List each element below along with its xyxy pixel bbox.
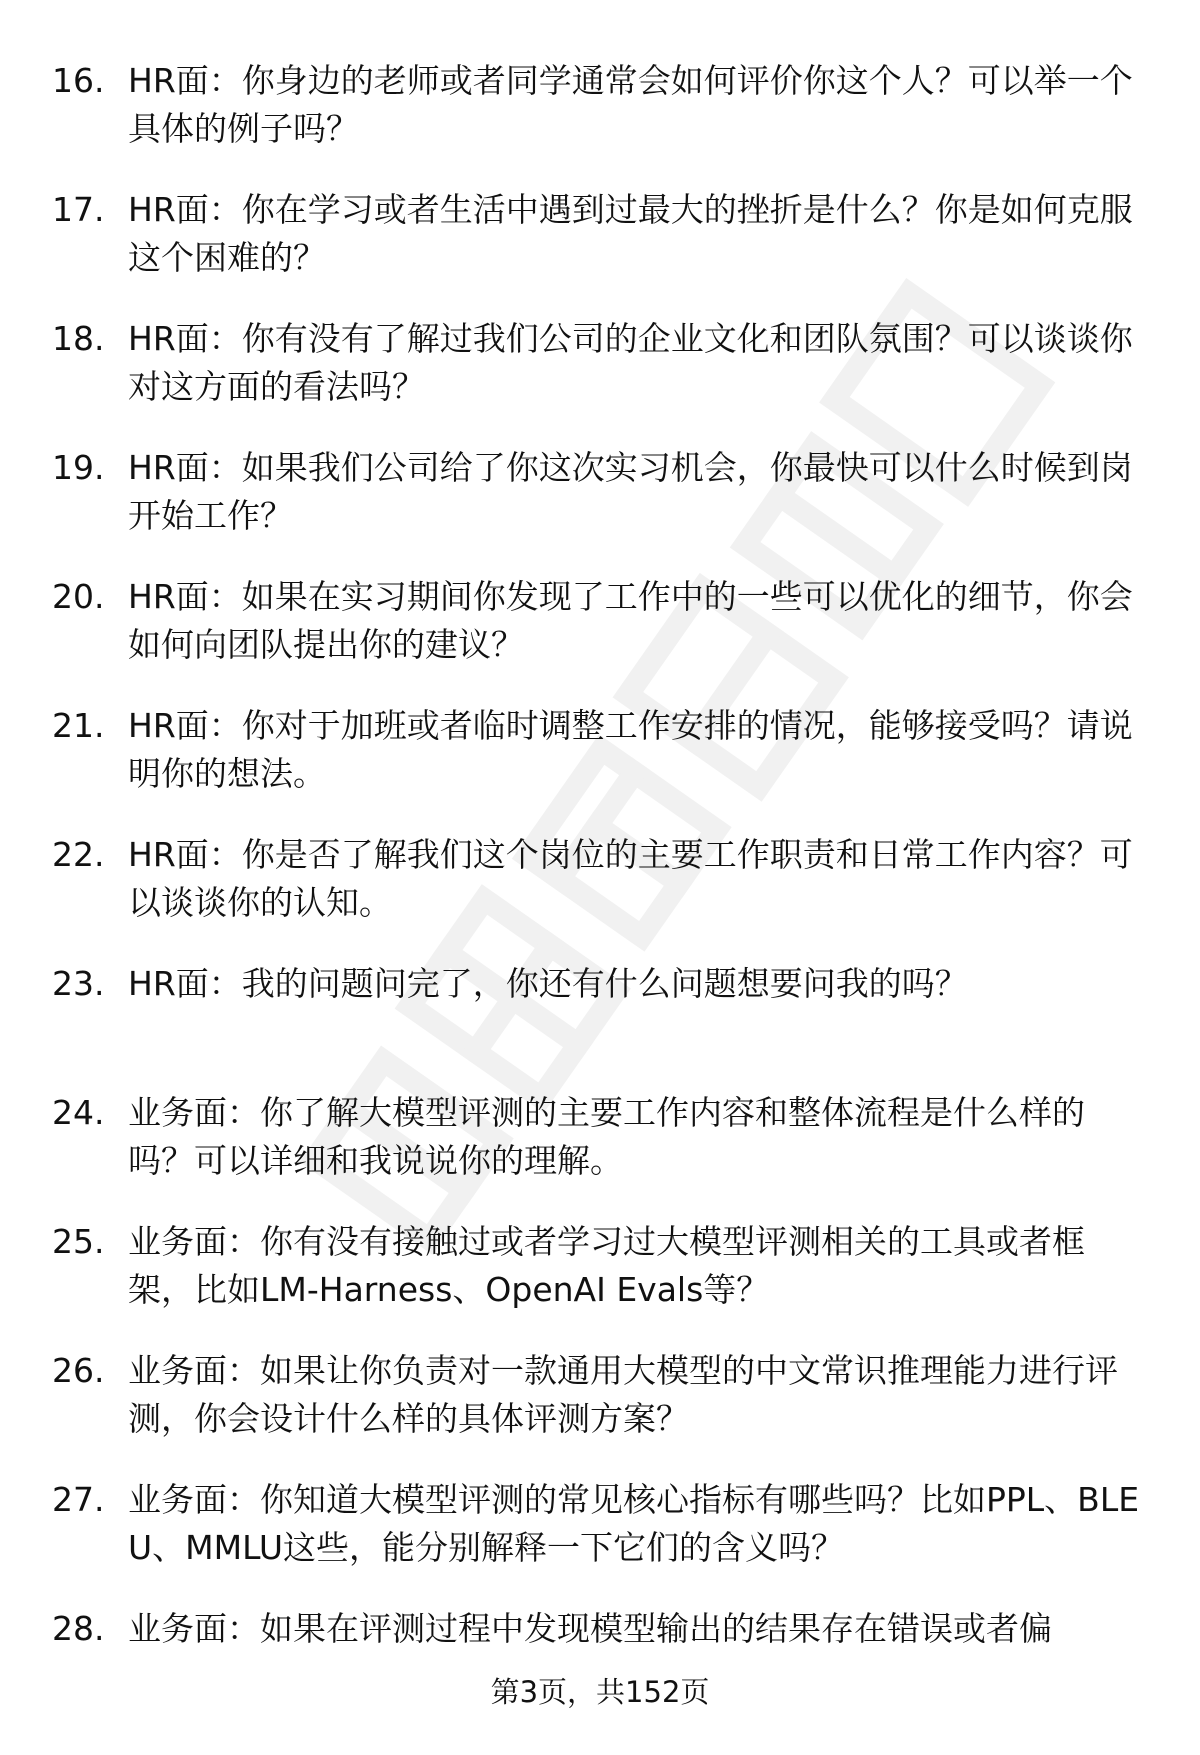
question-number: 20. [52,577,105,616]
question-number: 22. [52,835,105,874]
question-item [52,831,1152,960]
question-number: 18. [52,319,105,358]
question-text: HR面：你对于加班或者临时调整工作安排的情况，能够接受吗？请说明你的想法。 [128,706,1133,793]
question-text: HR面：你身边的老师或者同学通常会如何评价你这个人？可以举一个具体的例子吗？ [128,61,1133,148]
question-text: 业务面：你有没有接触过或者学习过大模型评测相关的工具或者框架，比如LM-Harness、OpenAI Evals等？ [128,1222,1085,1309]
question-item [52,960,1152,1089]
question-number: 19. [52,448,105,487]
question-number: 27. [52,1480,105,1519]
question-text: 业务面：如果让你负责对一款通用大模型的中文常识推理能力进行评测，你会设计什么样的具体评测方案？ [128,1351,1118,1438]
question-text: 业务面：你知道大模型评测的常见核心指标有哪些吗？比如PPL、BLEU、MMLU这些，能分别解释一下它们的含义吗？ [128,1480,1140,1567]
question-item [52,1089,1152,1218]
question-number: 21. [52,706,105,745]
question-item [52,1605,1152,1734]
question-number: 23. [52,964,105,1003]
question-list [52,57,1152,1734]
question-item [52,315,1152,444]
question-item [52,1476,1152,1605]
question-item [52,702,1152,831]
question-number: 17. [52,190,105,229]
question-text: HR面：你是否了解我们这个岗位的主要工作职责和日常工作内容？可以谈谈你的认知。 [128,835,1133,922]
question-number: 16. [52,61,105,100]
question-number: 24. [52,1093,105,1132]
question-item [52,1218,1152,1347]
question-number: 26. [52,1351,105,1390]
question-text: HR面：你有没有了解过我们公司的企业文化和团队氛围？可以谈谈你对这方面的看法吗？ [128,319,1133,406]
question-item [52,444,1152,573]
question-text: HR面：如果在实习期间你发现了工作中的一些可以优化的细节，你会如何向团队提出你的建议？ [128,577,1133,664]
question-number: 28. [52,1609,105,1648]
question-number: 25. [52,1222,105,1261]
question-item [52,57,1152,186]
question-text: HR面：如果我们公司给了你这次实习机会，你最快可以什么时候到岗开始工作？ [128,448,1133,535]
question-item [52,573,1152,702]
question-text: HR面：你在学习或者生活中遇到过最大的挫折是什么？你是如何克服这个困难的？ [128,190,1133,277]
question-text: HR面：我的问题问完了，你还有什么问题想要问我的吗？ [128,964,968,1003]
question-item [52,1347,1152,1476]
question-text: 业务面：如果在评测过程中发现模型输出的结果存在错误或者偏 [128,1609,1052,1648]
page-footer: 第3页，共152页 [490,1675,710,1709]
question-text: 业务面：你了解大模型评测的主要工作内容和整体流程是什么样的吗？可以详细和我说说你的理解。 [128,1093,1085,1180]
question-item [52,186,1152,315]
